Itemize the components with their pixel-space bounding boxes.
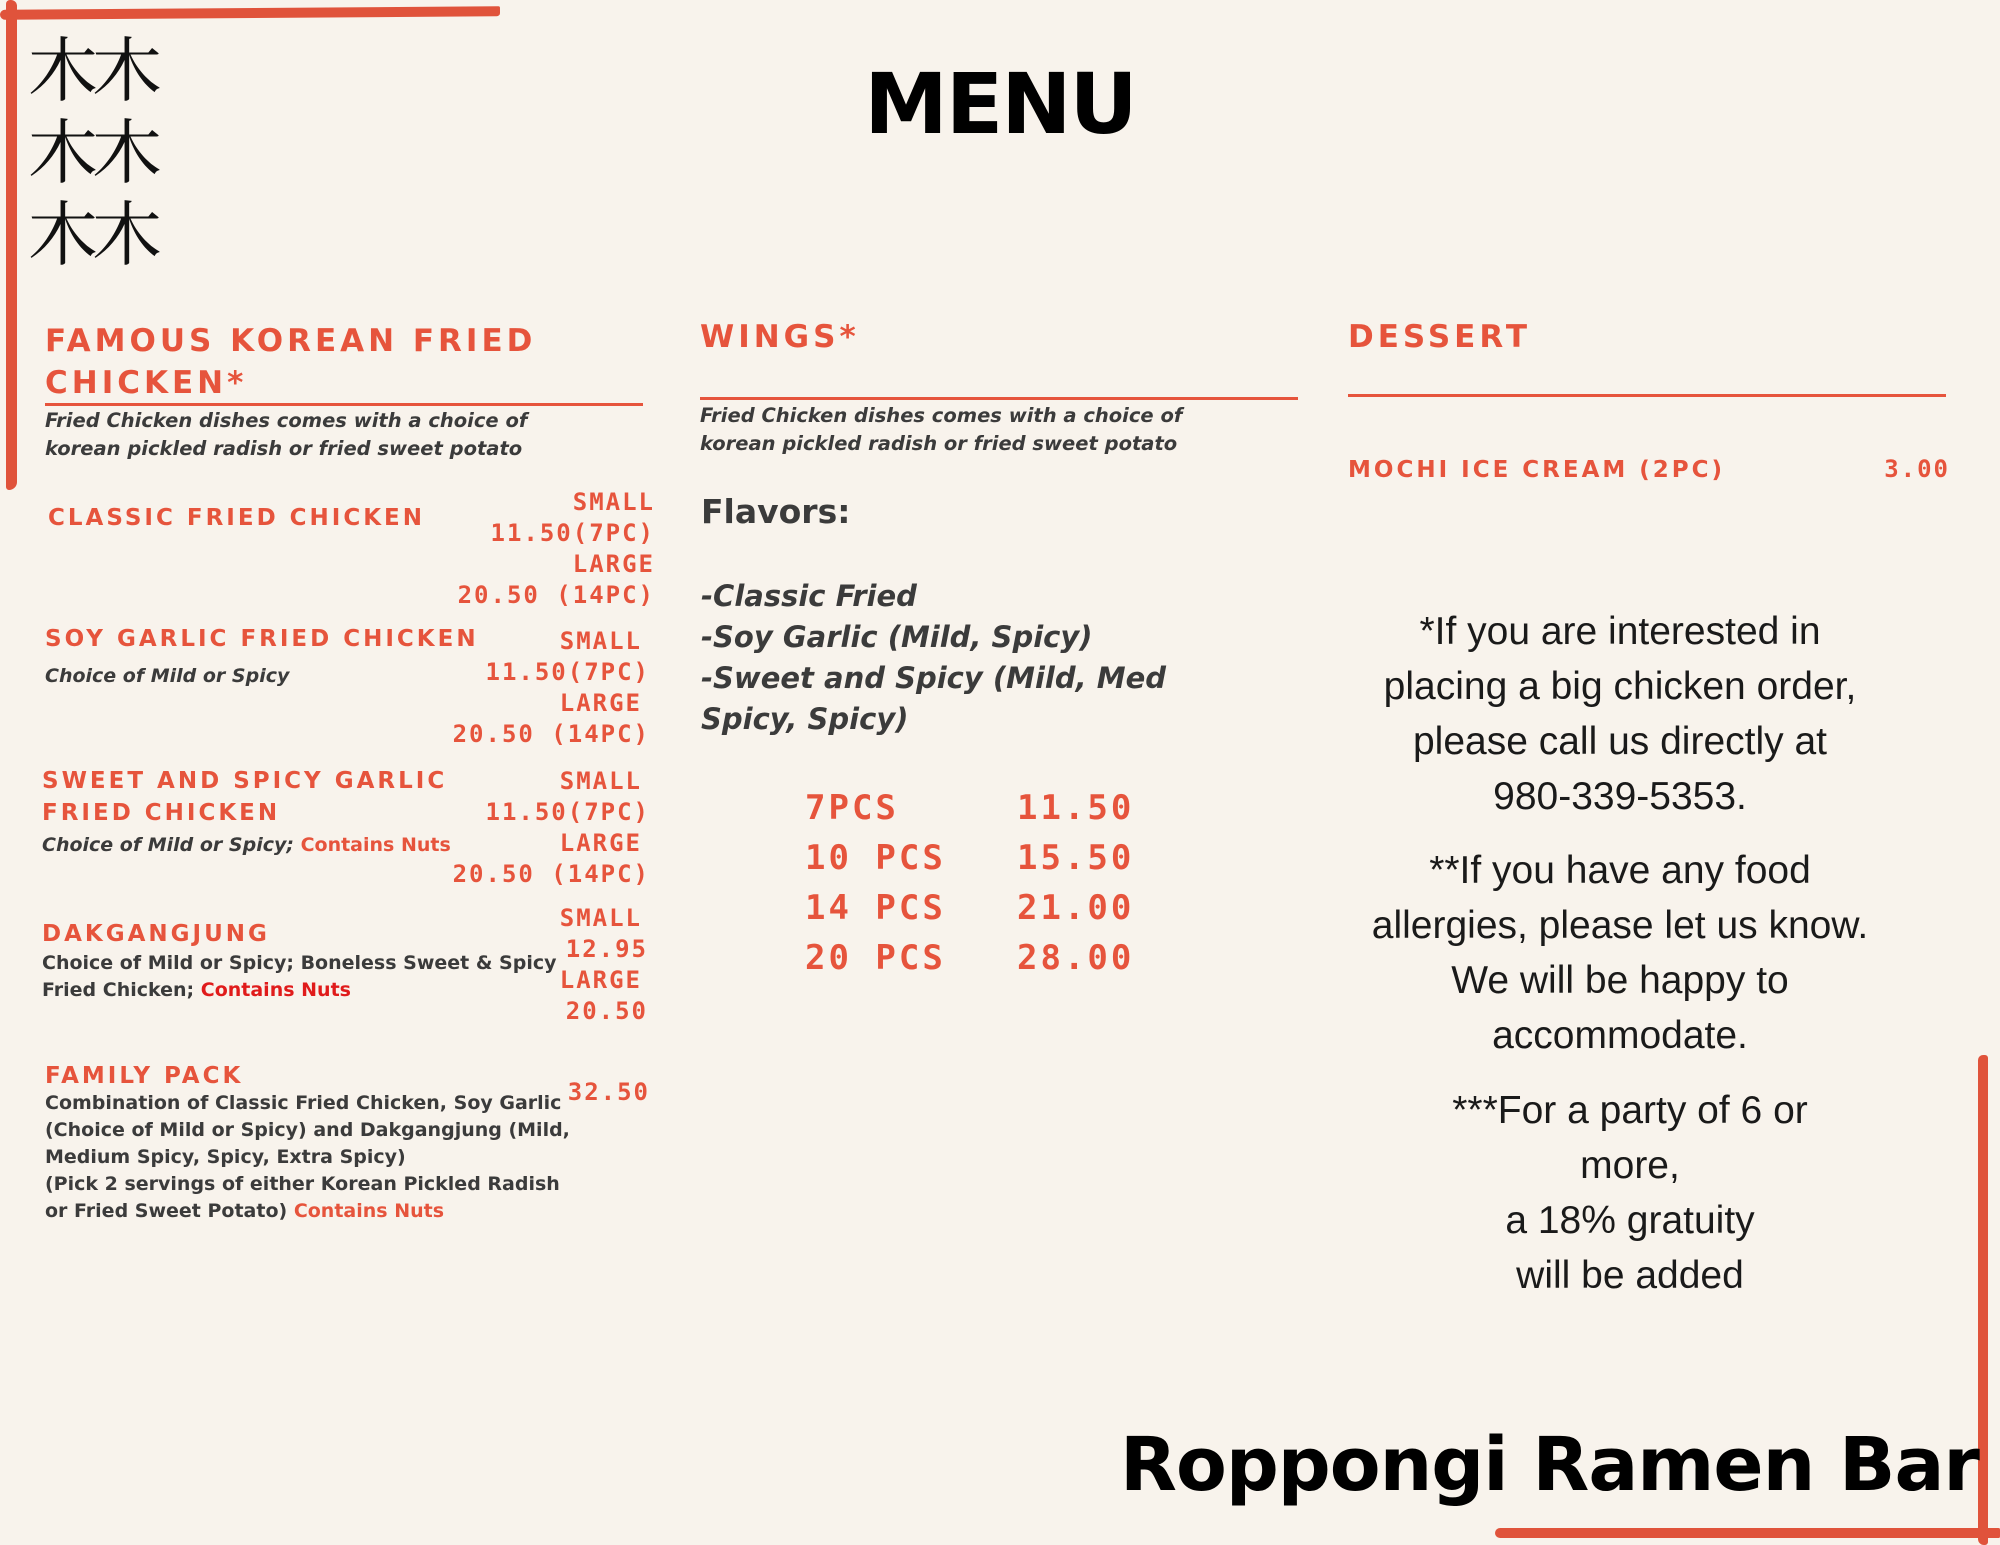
price-value: 20.50 (14PC): [452, 720, 650, 748]
contains-nuts-label: Contains Nuts: [293, 1200, 445, 1222]
wing-quantity: 20 PCS: [805, 938, 946, 978]
price-label: SMALL: [572, 488, 655, 516]
price-value: 11.50(7PC): [485, 658, 650, 686]
item-name-soy-garlic: SOY GARLIC FRIED CHICKEN: [45, 626, 479, 652]
price-label: SMALL: [559, 767, 642, 795]
item-price-mochi: 3.00: [1884, 455, 1950, 483]
note-line: Fried Chicken dishes comes with a choice of: [45, 409, 528, 432]
brush-stroke-top: [0, 6, 500, 19]
item-name-dakgangjung: DAKGANGJUNG: [42, 921, 270, 947]
section-divider: [1348, 394, 1946, 397]
price-value: 11.50(7PC): [485, 798, 650, 826]
notice-line: will be added: [1516, 1254, 1744, 1297]
kanji-row: 木木: [28, 194, 156, 276]
note-line: korean pickled radish or fried sweet potato: [700, 432, 1178, 455]
item-name-line: SWEET AND SPICY GARLIC: [42, 768, 448, 794]
desc-text: Choice of Mild or Spicy;: [42, 834, 301, 856]
price-value: 20.50: [565, 997, 648, 1025]
section-note: [700, 402, 1182, 458]
section-heading-dessert: DESSERT: [1348, 319, 1531, 355]
section-heading-fried-chicken: [45, 320, 536, 404]
kanji-row: 木木: [28, 112, 156, 194]
wing-price: 28.00: [1017, 938, 1135, 978]
item-prices-classic: [440, 487, 655, 611]
price-label: LARGE: [572, 550, 655, 578]
flavor-item: Spicy, Spicy): [701, 702, 909, 736]
contains-nuts-label: Contains Nuts: [200, 979, 351, 1001]
section-heading-wings: WINGS*: [700, 319, 860, 355]
wing-price: 11.50: [1017, 788, 1135, 828]
wing-quantity: 10 PCS: [805, 838, 946, 878]
notice-big-order: [1335, 604, 1905, 824]
item-prices-soy-garlic: [430, 626, 650, 750]
price-value: 11.50(7PC): [490, 519, 655, 547]
table-row: [805, 833, 1134, 883]
notice-line: *If you are interested in: [1419, 610, 1821, 653]
notice-gratuity: [1345, 1083, 1915, 1303]
notice-line: please call us directly at: [1412, 720, 1828, 763]
brush-stroke-bottom: [1495, 1528, 2000, 1538]
price-label: LARGE: [559, 689, 642, 717]
item-name-classic: CLASSIC FRIED CHICKEN: [48, 505, 426, 531]
desc-line: or Fried Sweet Potato): [45, 1200, 294, 1222]
item-desc-soy-garlic: Choice of Mild or Spicy: [45, 665, 290, 687]
price-value: 20.50 (14PC): [452, 860, 650, 888]
notice-line: placing a big chicken order,: [1383, 665, 1857, 708]
price-label: SMALL: [559, 627, 642, 655]
brush-stroke-right: [1978, 1055, 1988, 1545]
kanji-row: 木木: [28, 30, 156, 112]
notice-line: more,: [1580, 1144, 1680, 1187]
notice-line: 980-339-5353.: [1493, 775, 1747, 818]
flavor-item: -Classic Fried: [701, 579, 917, 613]
notice-line: a 18% gratuity: [1505, 1199, 1755, 1242]
price-value: 20.50 (14PC): [457, 581, 655, 609]
desc-line: Choice of Mild or Spicy; Boneless Sweet & Spicy: [42, 952, 557, 974]
page-title: MENU: [864, 55, 1136, 153]
wing-price: 21.00: [1017, 888, 1135, 928]
wing-price: 15.50: [1017, 838, 1135, 878]
notice-line: ***For a party of 6 or: [1452, 1089, 1808, 1132]
section-divider: [700, 397, 1298, 400]
flavors-heading: Flavors:: [701, 492, 851, 531]
desc-line: (Pick 2 servings of either Korean Pickled Radish: [45, 1173, 560, 1195]
notice-line: allergies, please let us know.: [1371, 904, 1869, 947]
flavor-item: -Soy Garlic (Mild, Spicy): [701, 620, 1093, 654]
heading-line: CHICKEN*: [45, 365, 248, 401]
wing-quantity: 14 PCS: [805, 888, 946, 928]
restaurant-name: Roppongi Ramen Bar: [1120, 1422, 1979, 1508]
item-prices-sweet-spicy: [430, 766, 650, 890]
price-label: SMALL: [559, 904, 642, 932]
table-row: [805, 883, 1134, 933]
notice-line: accommodate.: [1492, 1014, 1748, 1057]
desc-line: (Choice of Mild or Spicy) and Dakgangjung (Mild,: [45, 1119, 570, 1141]
table-row: [805, 933, 1134, 983]
item-name-sweet-spicy: [42, 765, 447, 829]
price-label: LARGE: [559, 966, 642, 994]
item-prices-dakgangjung: [430, 903, 650, 1027]
item-name-line: FRIED CHICKEN: [42, 800, 281, 826]
desc-line: Fried Chicken;: [42, 979, 201, 1001]
item-desc-sweet-spicy: [42, 832, 451, 859]
flavors-list: [701, 576, 1166, 740]
notice-allergies: [1335, 843, 1905, 1063]
item-desc-family-pack: [45, 1090, 570, 1225]
section-note: [45, 407, 527, 463]
desc-line: Combination of Classic Fried Chicken, Soy Garlic: [45, 1092, 562, 1114]
table-row: [805, 783, 1134, 833]
price-label: LARGE: [559, 829, 642, 857]
price-value: 12.95: [565, 935, 648, 963]
desc-line: Medium Spicy, Spicy, Extra Spicy): [45, 1146, 406, 1168]
item-name-mochi: MOCHI ICE CREAM (2PC): [1348, 457, 1726, 483]
wing-quantity: 7PCS: [805, 788, 899, 828]
notice-line: **If you have any food: [1429, 849, 1811, 892]
wings-price-table: [805, 783, 1134, 983]
note-line: Fried Chicken dishes comes with a choice of: [700, 404, 1183, 427]
flavor-item: -Sweet and Spicy (Mild, Med: [701, 661, 1167, 695]
item-name-family-pack: FAMILY PACK: [45, 1063, 244, 1089]
notice-line: We will be happy to: [1451, 959, 1789, 1002]
item-price-family-pack: 32.50: [567, 1078, 650, 1106]
contains-nuts-label: Contains Nuts: [300, 834, 451, 856]
section-divider: [45, 403, 643, 406]
heading-line: FAMOUS KOREAN FRIED: [45, 323, 537, 359]
note-line: korean pickled radish or fried sweet potato: [45, 437, 523, 460]
